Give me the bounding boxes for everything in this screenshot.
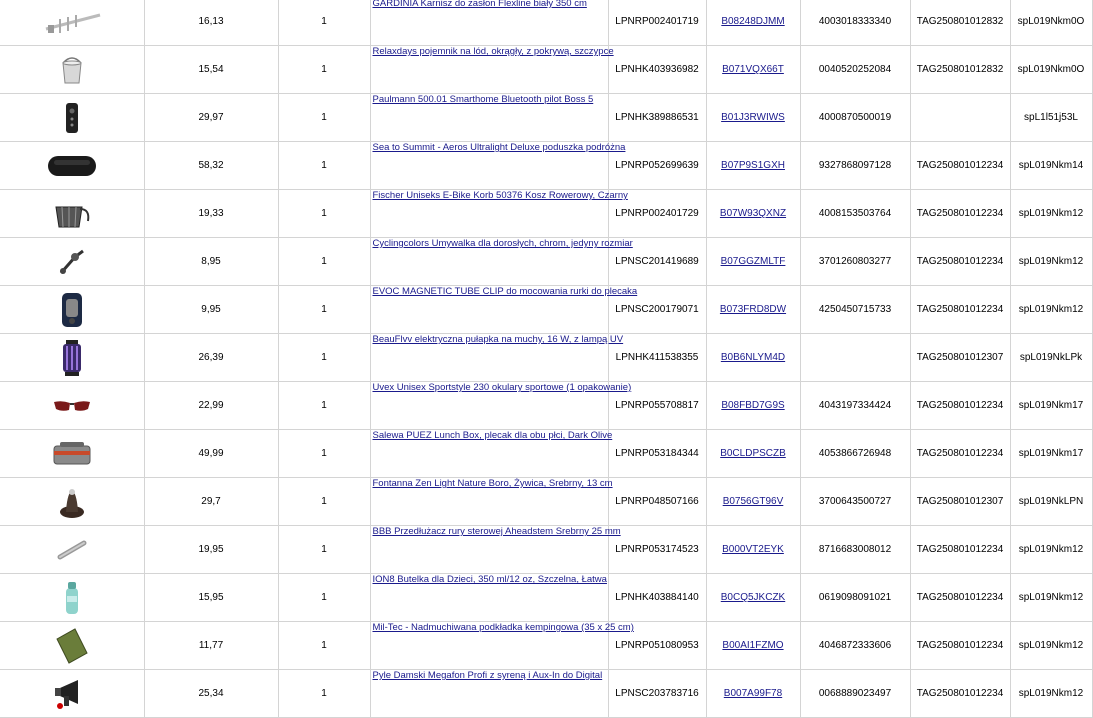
ean-cell: 3701260803277 bbox=[800, 238, 910, 286]
asin-link[interactable]: B073FRD8DW bbox=[719, 304, 787, 315]
tag-cell: TAG250801012234 bbox=[910, 382, 1010, 430]
bug-zapper-icon bbox=[0, 338, 144, 378]
asin-link[interactable]: B07P9S1GXH bbox=[721, 160, 785, 171]
product-title-link[interactable]: Fischer Uniseks E-Bike Korb 50376 Kosz Rowerowy, Czarny bbox=[372, 190, 628, 201]
lpn-cell: LPNHK411538355 bbox=[608, 334, 706, 382]
table-row bbox=[0, 94, 1092, 142]
tag-cell: TAG250801012832 bbox=[910, 0, 1010, 46]
product-title-link[interactable]: Relaxdays pojemnik na lód, okrągły, z pokrywą, szczypce bbox=[372, 46, 614, 57]
tag-cell: TAG250801012234 bbox=[910, 526, 1010, 574]
price-cell: 19,95 bbox=[144, 526, 278, 574]
table-row bbox=[0, 382, 1092, 430]
tag-cell: TAG250801012234 bbox=[910, 430, 1010, 478]
ean-cell: 4000870500019 bbox=[800, 94, 910, 142]
quantity-cell: 1 bbox=[278, 622, 370, 670]
asin-link[interactable]: B0CLDPSCZB bbox=[720, 448, 786, 459]
asin-link[interactable]: B0756GT96V bbox=[722, 496, 784, 507]
sku-cell: spL019Nkm0O bbox=[1010, 46, 1092, 94]
asin-link[interactable]: B07W93QXNZ bbox=[719, 208, 787, 219]
ean-cell: 9327868097128 bbox=[800, 142, 910, 190]
asin-link[interactable]: B071VQX66T bbox=[722, 64, 784, 75]
ean-cell: 0619098091021 bbox=[800, 574, 910, 622]
asin-cell bbox=[706, 334, 800, 382]
lpn-cell: LPNRP053174523 bbox=[608, 526, 706, 574]
tag-cell: TAG250801012234 bbox=[910, 190, 1010, 238]
quantity-cell: 1 bbox=[278, 46, 370, 94]
title-cell bbox=[370, 574, 608, 622]
table-row bbox=[0, 286, 1092, 334]
product-image-cell bbox=[0, 142, 144, 190]
lpn-cell: LPNSC201419689 bbox=[608, 238, 706, 286]
tube-clip-icon bbox=[0, 291, 144, 329]
sku-cell: spL019Nkm14 bbox=[1010, 142, 1092, 190]
tag-cell: TAG250801012234 bbox=[910, 238, 1010, 286]
quantity-cell: 1 bbox=[278, 526, 370, 574]
ean-cell: 0040520252084 bbox=[800, 46, 910, 94]
tag-cell: TAG250801012234 bbox=[910, 670, 1010, 718]
product-image-cell bbox=[0, 382, 144, 430]
bike-basket-icon bbox=[0, 197, 144, 231]
asin-link[interactable]: B08FBD7G9S bbox=[721, 400, 785, 411]
price-cell: 29,7 bbox=[144, 478, 278, 526]
product-image-cell bbox=[0, 286, 144, 334]
lpn-cell: LPNRP048507166 bbox=[608, 478, 706, 526]
asin-cell bbox=[706, 382, 800, 430]
asin-link[interactable]: B0B6NLYM4D bbox=[720, 352, 786, 363]
asin-cell bbox=[706, 430, 800, 478]
product-image-cell bbox=[0, 238, 144, 286]
product-image-cell bbox=[0, 574, 144, 622]
ean-cell: 4003018333340 bbox=[800, 0, 910, 46]
sku-cell: spL019Nkm12 bbox=[1010, 574, 1092, 622]
product-image-cell bbox=[0, 430, 144, 478]
product-title-link[interactable]: BeauFlvv elektryczna pułapka na muchy, 16 W, z lampą UV bbox=[372, 334, 624, 345]
asin-link[interactable]: B007A99F78 bbox=[723, 688, 783, 699]
lpn-cell: LPNRP002401729 bbox=[608, 190, 706, 238]
title-cell bbox=[370, 382, 632, 430]
product-image-cell bbox=[0, 622, 144, 670]
camping-pad-icon bbox=[0, 627, 144, 665]
sku-cell: spL019Nkm12 bbox=[1010, 286, 1092, 334]
remote-icon bbox=[0, 102, 144, 134]
ean-cell: 4053866726948 bbox=[800, 430, 910, 478]
sku-cell: spL019Nkm17 bbox=[1010, 430, 1092, 478]
table-row bbox=[0, 574, 1092, 622]
asin-cell bbox=[706, 478, 800, 526]
tag-cell: TAG250801012307 bbox=[910, 334, 1010, 382]
quantity-cell: 1 bbox=[278, 286, 370, 334]
price-cell: 9,95 bbox=[144, 286, 278, 334]
product-title-link[interactable]: Uvex Unisex Sportstyle 230 okulary sportowe (1 opakowanie) bbox=[372, 382, 632, 393]
title-cell bbox=[370, 526, 621, 574]
tag-cell: TAG250801012234 bbox=[910, 286, 1010, 334]
sunglasses-icon bbox=[0, 396, 144, 416]
title-cell bbox=[370, 286, 638, 334]
price-cell: 22,99 bbox=[144, 382, 278, 430]
ean-cell: 0068889023497 bbox=[800, 670, 910, 718]
lpn-cell: LPNHK403884140 bbox=[608, 574, 706, 622]
sku-cell: spL019Nkm12 bbox=[1010, 670, 1092, 718]
sku-cell: spL019Nkm12 bbox=[1010, 190, 1092, 238]
product-title-link[interactable]: EVOC MAGNETIC TUBE CLIP do mocowania rurki do plecaka bbox=[372, 286, 638, 297]
price-cell: 26,39 bbox=[144, 334, 278, 382]
ean-cell: 4250450715733 bbox=[800, 286, 910, 334]
title-cell bbox=[370, 94, 608, 142]
product-title-link[interactable]: BBB Przedłużacz rury sterowej Aheadstem Srebrny 25 mm bbox=[372, 526, 621, 537]
title-cell bbox=[370, 0, 608, 46]
price-cell: 25,34 bbox=[144, 670, 278, 718]
steerer-extender-icon bbox=[0, 539, 144, 561]
pillow-icon bbox=[0, 152, 144, 180]
price-cell: 29,97 bbox=[144, 94, 278, 142]
asin-link[interactable]: B01J3RWIWS bbox=[721, 112, 785, 123]
asin-link[interactable]: B07GGZMLTF bbox=[720, 256, 786, 267]
ean-cell: 4008153503764 bbox=[800, 190, 910, 238]
title-cell bbox=[370, 622, 634, 670]
table-row bbox=[0, 526, 1092, 574]
asin-cell bbox=[706, 670, 800, 718]
lpn-cell: LPNRP051080953 bbox=[608, 622, 706, 670]
fountain-icon bbox=[0, 484, 144, 520]
tag-cell: TAG250801012307 bbox=[910, 478, 1010, 526]
asin-cell bbox=[706, 286, 800, 334]
quantity-cell: 1 bbox=[278, 430, 370, 478]
asin-cell bbox=[706, 238, 800, 286]
price-cell: 49,99 bbox=[144, 430, 278, 478]
quantity-cell: 1 bbox=[278, 334, 370, 382]
product-title-link[interactable]: GARDINIA Karnisz do zasłon Flexline biały 350 cm bbox=[372, 0, 587, 9]
asin-link[interactable]: B0CQ5JKCZK bbox=[720, 592, 786, 603]
product-image-cell bbox=[0, 478, 144, 526]
asin-cell bbox=[706, 142, 800, 190]
title-cell bbox=[370, 238, 633, 286]
ean-cell: 8716683008012 bbox=[800, 526, 910, 574]
sku-cell: spL019Nkm12 bbox=[1010, 238, 1092, 286]
asin-cell bbox=[706, 190, 800, 238]
product-title-link[interactable]: Sea to Summit - Aeros Ultralight Deluxe poduszka podróżna bbox=[372, 142, 626, 153]
quantity-cell: 1 bbox=[278, 670, 370, 718]
lpn-cell: LPNSC203783716 bbox=[608, 670, 706, 718]
lpn-cell: LPNRP053184344 bbox=[608, 430, 706, 478]
ean-cell: 4043197334424 bbox=[800, 382, 910, 430]
asin-cell bbox=[706, 94, 800, 142]
asin-link[interactable]: B00AI1FZMO bbox=[722, 640, 784, 651]
table-row bbox=[0, 46, 1092, 94]
title-cell bbox=[370, 46, 614, 94]
lunch-box-icon bbox=[0, 440, 144, 468]
quantity-cell: 1 bbox=[278, 94, 370, 142]
asin-link[interactable]: B08248DJMM bbox=[721, 16, 785, 27]
quantity-cell: 1 bbox=[278, 574, 370, 622]
title-cell bbox=[370, 670, 608, 718]
tag-cell: TAG250801012234 bbox=[910, 142, 1010, 190]
asin-cell bbox=[706, 0, 800, 46]
table-row bbox=[0, 238, 1092, 286]
product-title-link[interactable]: ION8 Butelka dla Dzieci, 350 ml/12 oz, Szczelna, Łatwa bbox=[372, 574, 607, 585]
quantity-cell: 1 bbox=[278, 478, 370, 526]
asin-cell bbox=[706, 574, 800, 622]
price-cell: 58,32 bbox=[144, 142, 278, 190]
title-cell bbox=[370, 478, 613, 526]
quantity-cell: 1 bbox=[278, 382, 370, 430]
price-cell: 16,13 bbox=[144, 0, 278, 46]
title-cell bbox=[370, 190, 628, 238]
title-cell bbox=[370, 334, 624, 382]
product-image-cell bbox=[0, 94, 144, 142]
tag-cell bbox=[910, 94, 1010, 142]
table-row bbox=[0, 334, 1092, 382]
product-image-cell bbox=[0, 670, 144, 718]
product-image-cell bbox=[0, 46, 144, 94]
quantity-cell: 1 bbox=[278, 238, 370, 286]
table-row bbox=[0, 0, 1092, 46]
title-cell bbox=[370, 430, 613, 478]
quantity-cell: 1 bbox=[278, 142, 370, 190]
tag-cell: TAG250801012234 bbox=[910, 622, 1010, 670]
table-row bbox=[0, 622, 1092, 670]
quantity-cell: 1 bbox=[278, 0, 370, 46]
product-image-cell bbox=[0, 334, 144, 382]
lpn-cell: LPNRP055708817 bbox=[608, 382, 706, 430]
sku-cell: spL019Nkm12 bbox=[1010, 526, 1092, 574]
product-image-cell bbox=[0, 190, 144, 238]
product-title-link[interactable]: Salewa PUEZ Lunch Box, plecak dla obu płci, Dark Olive bbox=[372, 430, 613, 441]
ean-cell bbox=[800, 334, 910, 382]
table-row bbox=[0, 670, 1092, 718]
sku-cell: spL019Nkm12 bbox=[1010, 622, 1092, 670]
product-image-cell bbox=[0, 526, 144, 574]
product-title-link[interactable]: Paulmann 500.01 Smarthome Bluetooth pilot Boss 5 bbox=[372, 94, 594, 105]
price-cell: 8,95 bbox=[144, 238, 278, 286]
title-cell bbox=[370, 142, 626, 190]
tag-cell: TAG250801012234 bbox=[910, 574, 1010, 622]
lpn-cell: LPNRP002401719 bbox=[608, 0, 706, 46]
table-row bbox=[0, 142, 1092, 190]
lpn-cell: LPNRP052699639 bbox=[608, 142, 706, 190]
lpn-cell: LPNHK389886531 bbox=[608, 94, 706, 142]
product-title-link[interactable]: Cyclingcolors Umywalka dla dorosłych, chrom, jedyny rozmiar bbox=[372, 238, 633, 249]
curtain-rod-icon bbox=[0, 7, 144, 37]
sku-cell: spL1l51j53L bbox=[1010, 94, 1092, 142]
table-row bbox=[0, 478, 1092, 526]
price-cell: 19,33 bbox=[144, 190, 278, 238]
sku-cell: spL019NkLPN bbox=[1010, 478, 1092, 526]
megaphone-icon bbox=[0, 676, 144, 712]
asin-cell bbox=[706, 526, 800, 574]
asin-cell bbox=[706, 46, 800, 94]
product-title-link[interactable]: Pyle Damski Megafon Profi z syreną i Aux-In do Digital bbox=[372, 670, 603, 681]
lever-icon bbox=[0, 245, 144, 279]
product-image-cell bbox=[0, 0, 144, 46]
ean-cell: 3700643500727 bbox=[800, 478, 910, 526]
bottle-icon bbox=[0, 580, 144, 616]
product-title-link[interactable]: Mil-Tec - Nadmuchiwana podkładka kempingowa (35 x 25 cm) bbox=[372, 622, 634, 633]
sku-cell: spL019NkLPk bbox=[1010, 334, 1092, 382]
asin-link[interactable]: B000VT2EYK bbox=[722, 544, 784, 555]
table-row bbox=[0, 430, 1092, 478]
quantity-cell: 1 bbox=[278, 190, 370, 238]
price-cell: 15,95 bbox=[144, 574, 278, 622]
ean-cell: 4046872333606 bbox=[800, 622, 910, 670]
price-cell: 15,54 bbox=[144, 46, 278, 94]
sku-cell: spL019Nkm0O bbox=[1010, 0, 1092, 46]
price-cell: 11,77 bbox=[144, 622, 278, 670]
table-row bbox=[0, 190, 1092, 238]
tag-cell: TAG250801012832 bbox=[910, 46, 1010, 94]
lpn-cell: LPNSC200179071 bbox=[608, 286, 706, 334]
product-title-link[interactable]: Fontanna Zen Light Nature Boro, Żywica, Srebrny, 13 cm bbox=[372, 478, 613, 489]
ice-bucket-icon bbox=[0, 53, 144, 87]
asin-cell bbox=[706, 622, 800, 670]
sku-cell: spL019Nkm17 bbox=[1010, 382, 1092, 430]
lpn-cell: LPNHK403936982 bbox=[608, 46, 706, 94]
